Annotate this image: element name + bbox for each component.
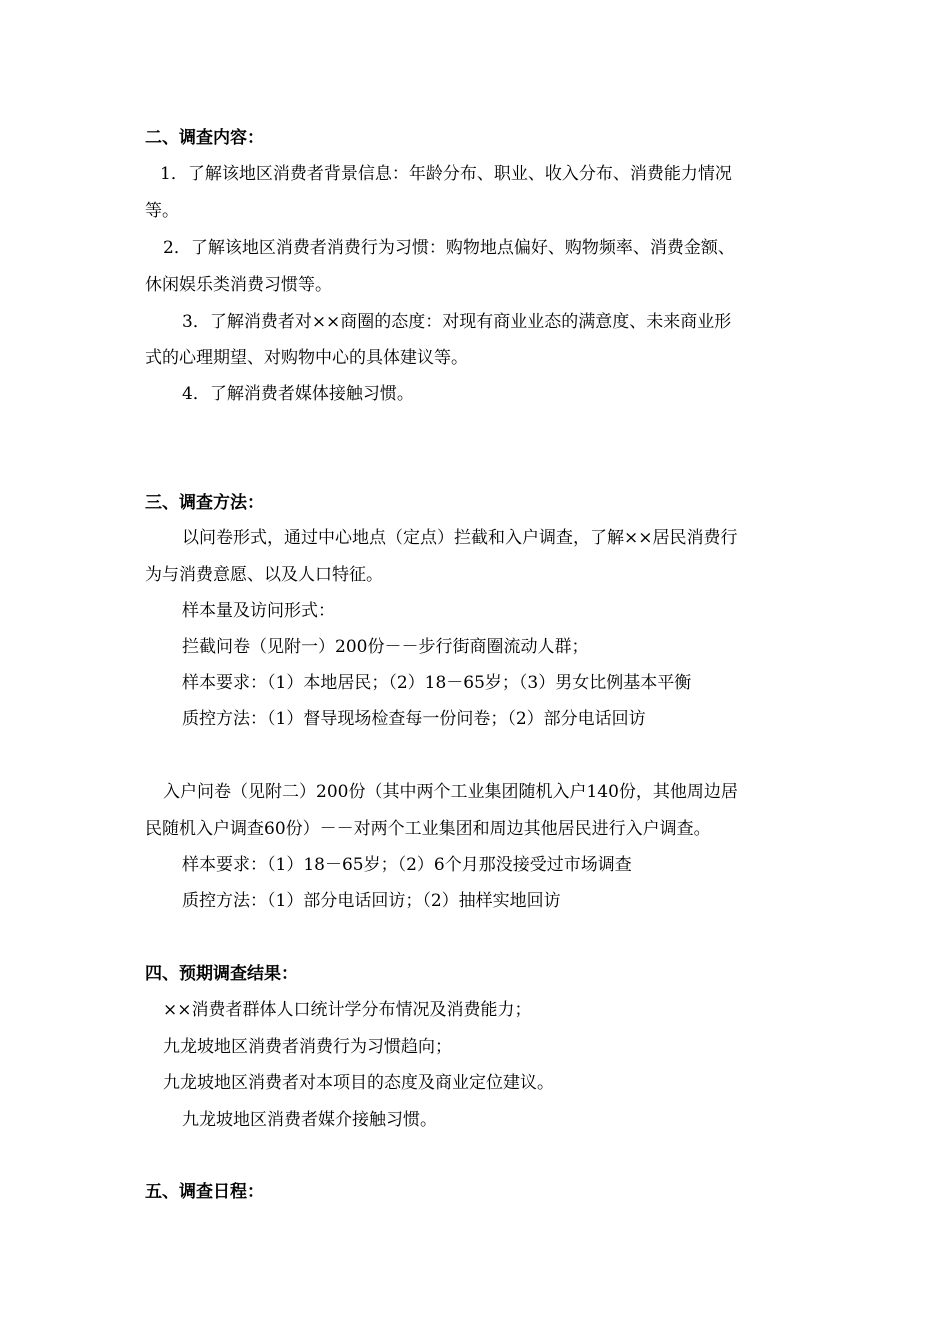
- section-4-line-4: 九龙坡地区消费者媒介接触习惯。: [182, 1110, 437, 1130]
- section-3-line-7: 入户问卷（见附二）200份（其中两个工业集团随机入户140份，其他周边居: [163, 782, 738, 802]
- section-4-line-2: 九龙坡地区消费者消费行为习惯趋向；: [163, 1037, 452, 1057]
- section-2-item-1: 1．了解该地区消费者背景信息：年龄分布、职业、收入分布、消费能力情况: [160, 164, 732, 184]
- section-2-item-2-cont: 休闲娱乐类消费习惯等。: [145, 275, 332, 295]
- section-4-line-3: 九龙坡地区消费者对本项目的态度及商业定位建议。: [163, 1073, 554, 1093]
- section-3-line-5: 样本要求：（1）本地居民；（2）18－65岁；（3）男女比例基本平衡: [182, 673, 692, 693]
- section-3-line-8: 民随机入户调查60份）－－对两个工业集团和周边其他居民进行入户调查。: [145, 819, 711, 839]
- section-3-line-6: 质控方法：（1）督导现场检查每一份问卷；（2）部分电话回访: [182, 709, 646, 729]
- section-3-line-10: 质控方法：（1）部分电话回访；（2）抽样实地回访: [182, 891, 561, 911]
- section-3-heading: 三、调查方法：: [145, 493, 264, 513]
- section-4-line-1: ××消费者群体人口统计学分布情况及消费能力；: [163, 1000, 532, 1020]
- section-5-heading: 五、调查日程：: [145, 1182, 264, 1202]
- section-4-heading: 四、预期调查结果：: [145, 964, 298, 984]
- section-3-line-3: 样本量及访问形式：: [182, 601, 335, 621]
- section-3-line-1: 以问卷形式，通过中心地点（定点）拦截和入户调查，了解××居民消费行: [182, 528, 738, 548]
- section-2-item-3-cont: 式的心理期望、对购物中心的具体建议等。: [145, 348, 468, 368]
- section-2-item-3: 3．了解消费者对××商圈的态度：对现有商业业态的满意度、未来商业形: [182, 312, 732, 332]
- section-2-item-4: 4．了解消费者媒体接触习惯。: [182, 384, 414, 404]
- section-3-line-2: 为与消费意愿、以及人口特征。: [145, 565, 383, 585]
- section-2-item-2: 2．了解该地区消费者消费行为习惯：购物地点偏好、购物频率、消费金额、: [163, 238, 735, 258]
- section-2-heading: 二、调查内容：: [145, 128, 264, 148]
- section-3-line-9: 样本要求：（1）18－65岁；（2）6个月那没接受过市场调查: [182, 855, 632, 875]
- section-2-item-1-cont: 等。: [145, 201, 179, 221]
- section-3-line-4: 拦截问卷（见附一）200份－－步行街商圈流动人群；: [182, 637, 589, 657]
